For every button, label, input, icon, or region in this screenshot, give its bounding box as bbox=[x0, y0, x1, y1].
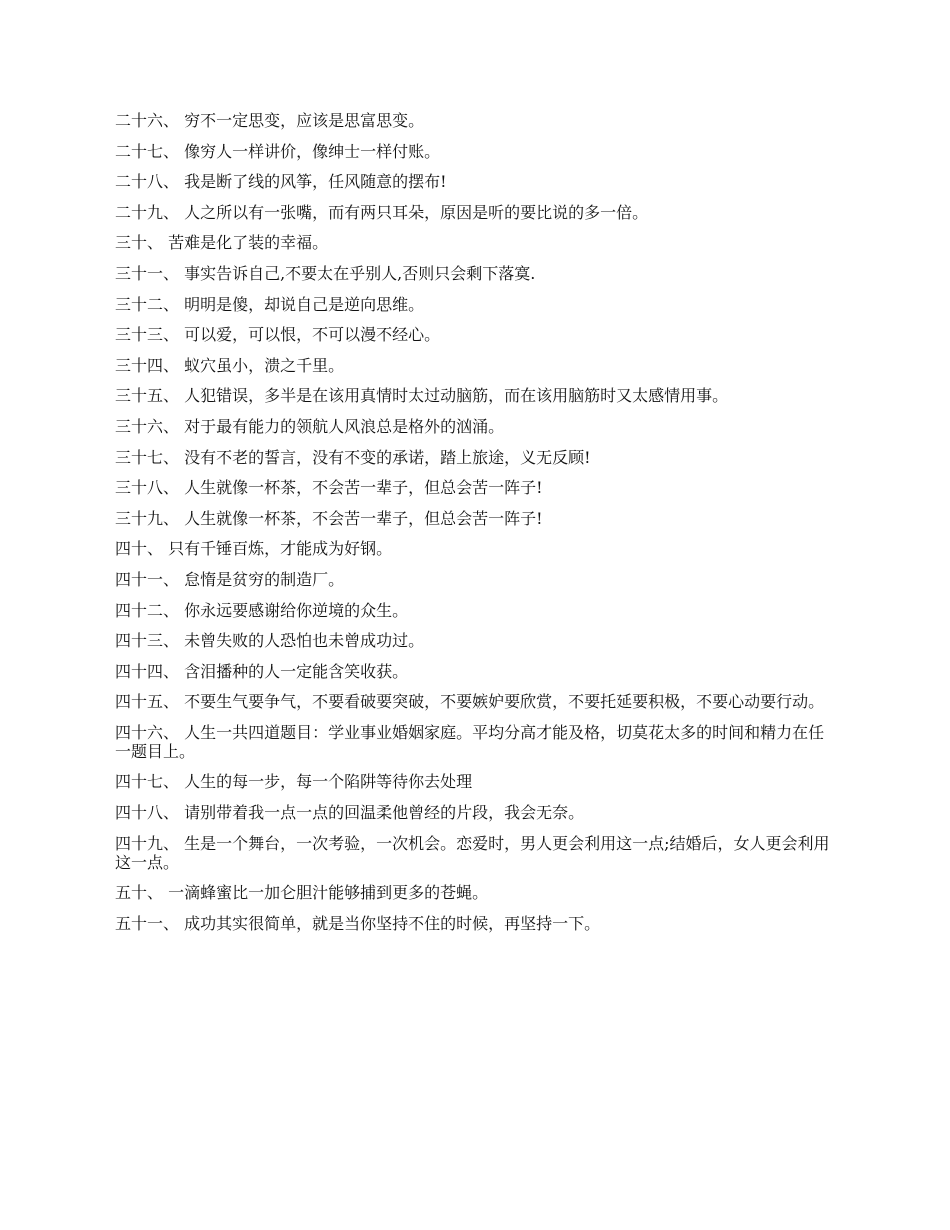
quote-item-34: 三十四、 蚁穴虽小，溃之千里。 bbox=[115, 355, 345, 375]
quote-item-27: 二十七、 像穷人一样讲价，像绅士一样付账。 bbox=[115, 141, 441, 161]
quote-item-38: 三十八、 人生就像一杯茶，不会苦一辈子，但总会苦一阵子! bbox=[115, 478, 543, 498]
quote-item-46: 四十六、 人生一共四道题目：学业事业婚姻家庭。平均分高才能及格，切莫花太多的时间和精力在任一题目上。 bbox=[115, 722, 825, 761]
quote-item-43: 四十三、 未曾失败的人恐怕也未曾成功过。 bbox=[115, 631, 425, 651]
quote-item-35: 三十五、 人犯错误，多半是在该用真情时太过动脑筋，而在该用脑筋时又太感情用事。 bbox=[115, 386, 729, 406]
quote-item-39: 三十九、 人生就像一杯茶，不会苦一辈子，但总会苦一阵子! bbox=[115, 508, 543, 528]
quote-item-30: 三十、 苦难是化了装的幸福。 bbox=[115, 233, 329, 253]
quote-item-42: 四十二、 你永远要感谢给你逆境的众生。 bbox=[115, 600, 409, 620]
quote-item-40: 四十、 只有千锤百炼，才能成为好钢。 bbox=[115, 539, 393, 559]
quote-item-51: 五十一、 成功其实很简单，就是当你坚持不住的时候，再坚持一下。 bbox=[115, 913, 601, 933]
quote-item-50: 五十、 一滴蜂蜜比一加仑胆汁能够捕到更多的苍蝇。 bbox=[115, 883, 489, 903]
quote-item-36: 三十六、 对于最有能力的领航人风浪总是格外的汹涌。 bbox=[115, 416, 505, 436]
quote-item-33: 三十三、 可以爱，可以恨，不可以漫不经心。 bbox=[115, 325, 441, 345]
quote-item-45: 四十五、 不要生气要争气，不要看破要突破，不要嫉妒要欣赏，不要托延要积极，不要心动要行动。 bbox=[115, 692, 825, 712]
quote-item-28: 二十八、 我是断了线的风筝，任风随意的摆布! bbox=[115, 172, 447, 192]
quote-item-29: 二十九、 人之所以有一张嘴，而有两只耳朵，原因是听的要比说的多一倍。 bbox=[115, 202, 649, 222]
quote-list bbox=[115, 111, 835, 944]
quote-item-41: 四十一、 怠惰是贫穷的制造厂。 bbox=[115, 569, 345, 589]
quote-item-44: 四十四、 含泪播种的人一定能含笑收获。 bbox=[115, 661, 409, 681]
quote-item-47: 四十七、 人生的每一步，每一个陷阱等待你去处理 bbox=[115, 772, 473, 792]
quote-item-37: 三十七、 没有不老的誓言，没有不变的承诺，踏上旅途，义无反顾! bbox=[115, 447, 591, 467]
quote-item-32: 三十二、 明明是傻，却说自己是逆向思维。 bbox=[115, 294, 425, 314]
quote-item-31: 三十一、 事实告诉自己,不要太在乎别人,否则只会剩下落寞. bbox=[115, 263, 536, 283]
quote-item-49: 四十九、 生是一个舞台，一次考验，一次机会。恋爱时，男人更会利用这一点;结婚后，女人更会利用这一点。 bbox=[115, 833, 830, 872]
quote-item-48: 四十八、 请别带着我一点一点的回温柔他曾经的片段，我会无奈。 bbox=[115, 803, 585, 823]
quote-item-26: 二十六、 穷不一定思变，应该是思富思变。 bbox=[115, 111, 425, 130]
